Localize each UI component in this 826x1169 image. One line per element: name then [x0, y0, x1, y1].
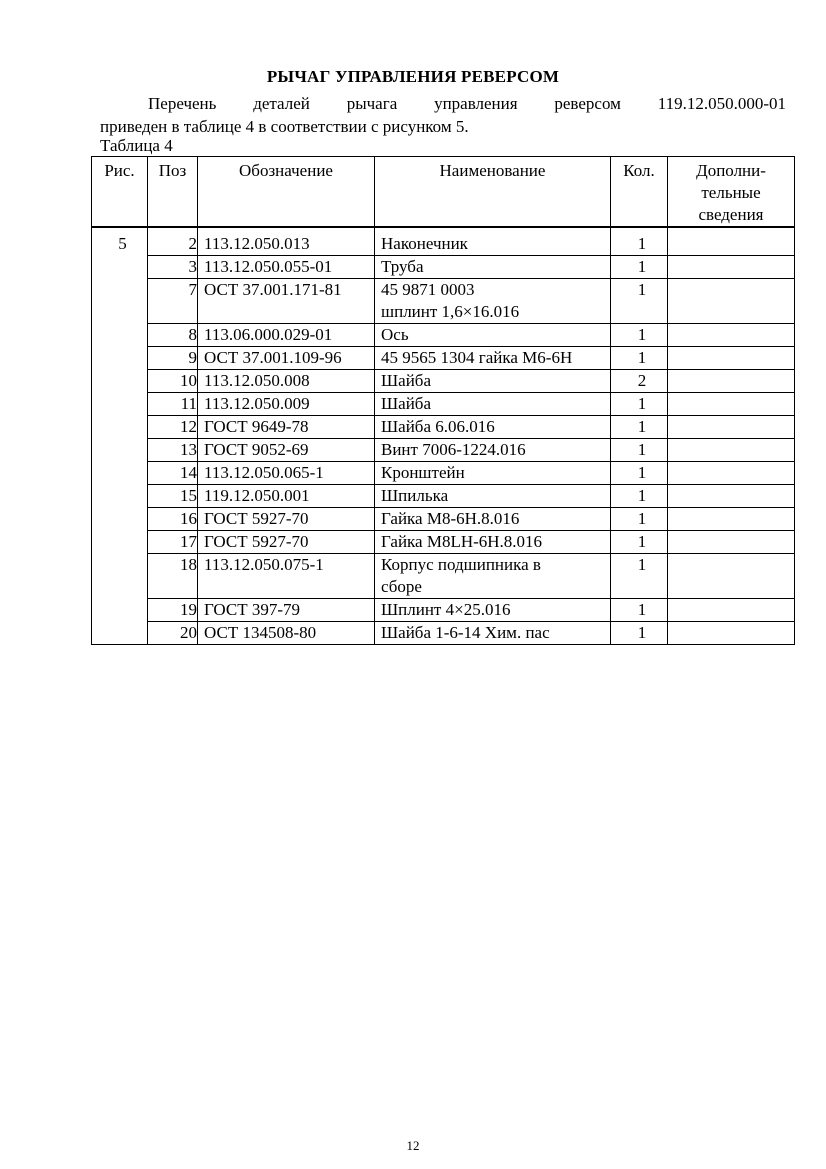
position-cell: 20	[148, 622, 198, 645]
extra-info-cell	[668, 227, 795, 256]
header-name: Наименование	[375, 157, 611, 228]
name-line: Гайка М8LН-6Н.8.016	[381, 532, 543, 551]
extra-info-cell	[668, 347, 795, 370]
name-cell	[375, 554, 611, 599]
name-line: Шайба	[381, 394, 431, 413]
position-cell: 7	[148, 279, 198, 324]
name-cell	[375, 622, 611, 645]
intro-line-2: приведен в таблице 4 в соответствии с рисунком 5.	[100, 117, 469, 136]
name-line: Шпилька	[381, 486, 449, 505]
name-cell	[375, 370, 611, 393]
table-row	[92, 485, 795, 508]
extra-info-cell	[668, 370, 795, 393]
quantity-cell: 1	[611, 485, 668, 508]
quantity-cell: 1	[611, 531, 668, 554]
position-cell: 17	[148, 531, 198, 554]
extra-info-cell	[668, 531, 795, 554]
designation-cell: ГОСТ 9649-78	[198, 416, 375, 439]
position-cell: 8	[148, 324, 198, 347]
header-designation: Обозначение	[198, 157, 375, 228]
extra-info-cell	[668, 393, 795, 416]
table-header-row	[92, 157, 795, 228]
position-cell: 19	[148, 599, 198, 622]
position-cell: 16	[148, 508, 198, 531]
table-caption: Таблица 4	[100, 136, 173, 155]
name-line: Шайба	[381, 371, 431, 390]
name-line: 45 9565 1304 гайка М6-6Н	[381, 348, 573, 367]
position-cell: 10	[148, 370, 198, 393]
name-cell	[375, 531, 611, 554]
header-extra-line-1: Дополни-	[696, 161, 766, 180]
quantity-cell: 1	[611, 393, 668, 416]
extra-info-cell	[668, 554, 795, 599]
designation-cell: ГОСТ 5927-70	[198, 508, 375, 531]
name-cell	[375, 439, 611, 462]
name-cell	[375, 508, 611, 531]
quantity-cell: 2	[611, 370, 668, 393]
name-line: Ось	[381, 325, 409, 344]
position-cell: 18	[148, 554, 198, 599]
extra-info-cell	[668, 508, 795, 531]
intro-line-1: Перечень деталей рычага управления реверсом 119.12.050.000-01	[148, 94, 786, 113]
extra-info-cell	[668, 439, 795, 462]
header-extra-info	[668, 157, 795, 228]
designation-cell: ОСТ 37.001.109-96	[198, 347, 375, 370]
quantity-cell: 1	[611, 347, 668, 370]
table-row	[92, 622, 795, 645]
table-row	[92, 227, 795, 256]
quantity-cell: 1	[611, 324, 668, 347]
extra-info-cell	[668, 599, 795, 622]
designation-cell: 119.12.050.001	[198, 485, 375, 508]
header-quantity: Кол.	[611, 157, 668, 228]
table-row	[92, 599, 795, 622]
designation-cell: 113.12.050.008	[198, 370, 375, 393]
designation-cell: ГОСТ 397-79	[198, 599, 375, 622]
name-line: 45 9871 0003	[381, 280, 475, 299]
name-line-2: шплинт 1,6×16.016	[381, 302, 520, 321]
table-row	[92, 370, 795, 393]
quantity-cell: 1	[611, 256, 668, 279]
name-cell	[375, 599, 611, 622]
table-row	[92, 416, 795, 439]
header-figure: Рис.	[92, 157, 148, 228]
table-row	[92, 439, 795, 462]
page-number: 12	[406, 1138, 420, 1153]
designation-cell: ГОСТ 5927-70	[198, 531, 375, 554]
name-line: Шайба 6.06.016	[381, 417, 495, 436]
designation-cell: ОСТ 37.001.171-81	[198, 279, 375, 324]
extra-info-cell	[668, 324, 795, 347]
quantity-cell: 1	[611, 416, 668, 439]
designation-cell: ГОСТ 9052-69	[198, 439, 375, 462]
name-line: Труба	[381, 257, 424, 276]
parts-table	[91, 156, 795, 645]
document-title: РЫЧАГ УПРАВЛЕНИЯ РЕВЕРСОМ	[266, 67, 560, 86]
position-cell: 12	[148, 416, 198, 439]
position-cell: 15	[148, 485, 198, 508]
name-cell	[375, 324, 611, 347]
quantity-cell: 1	[611, 599, 668, 622]
table-row	[92, 324, 795, 347]
table-row	[92, 256, 795, 279]
name-line: Шплинт 4×25.016	[381, 600, 511, 619]
name-cell	[375, 227, 611, 256]
position-cell: 9	[148, 347, 198, 370]
name-cell	[375, 393, 611, 416]
name-line: Наконечник	[381, 234, 468, 253]
name-line-2: сборе	[381, 577, 422, 596]
name-cell	[375, 347, 611, 370]
position-cell: 13	[148, 439, 198, 462]
quantity-cell: 1	[611, 622, 668, 645]
table-body	[92, 227, 795, 645]
position-cell: 14	[148, 462, 198, 485]
table-row	[92, 508, 795, 531]
name-line: Кронштейн	[381, 463, 465, 482]
position-cell: 2	[148, 227, 198, 256]
table-row	[92, 462, 795, 485]
extra-info-cell	[668, 416, 795, 439]
name-cell	[375, 279, 611, 324]
quantity-cell: 1	[611, 462, 668, 485]
position-cell: 11	[148, 393, 198, 416]
table-row	[92, 347, 795, 370]
table-row	[92, 279, 795, 324]
name-line: Корпус подшипника в	[381, 555, 541, 574]
designation-cell: 113.06.000.029-01	[198, 324, 375, 347]
quantity-cell: 1	[611, 439, 668, 462]
intro-paragraph	[100, 92, 786, 138]
name-line: Винт 7006-1224.016	[381, 440, 526, 459]
name-cell	[375, 462, 611, 485]
name-cell	[375, 256, 611, 279]
extra-info-cell	[668, 279, 795, 324]
name-cell	[375, 485, 611, 508]
quantity-cell: 1	[611, 554, 668, 599]
header-position: Поз	[148, 157, 198, 228]
extra-info-cell	[668, 622, 795, 645]
extra-info-cell	[668, 462, 795, 485]
designation-cell: 113.12.050.075-1	[198, 554, 375, 599]
quantity-cell: 1	[611, 227, 668, 256]
name-cell	[375, 416, 611, 439]
extra-info-cell	[668, 485, 795, 508]
table-row	[92, 554, 795, 599]
position-cell: 3	[148, 256, 198, 279]
header-extra-line-2: тельные	[701, 183, 761, 202]
designation-cell: 113.12.050.065-1	[198, 462, 375, 485]
designation-cell: 113.12.050.009	[198, 393, 375, 416]
designation-cell: 113.12.050.055-01	[198, 256, 375, 279]
designation-cell: 113.12.050.013	[198, 227, 375, 256]
quantity-cell: 1	[611, 279, 668, 324]
table-row	[92, 393, 795, 416]
figure-number-cell: 5	[92, 227, 148, 645]
name-line: Гайка М8-6Н.8.016	[381, 509, 520, 528]
extra-info-cell	[668, 256, 795, 279]
quantity-cell: 1	[611, 508, 668, 531]
header-extra-line-3: сведения	[698, 205, 764, 224]
designation-cell: ОСТ 134508-80	[198, 622, 375, 645]
name-line: Шайба 1-6-14 Хим. пас	[381, 623, 550, 642]
table-row	[92, 531, 795, 554]
